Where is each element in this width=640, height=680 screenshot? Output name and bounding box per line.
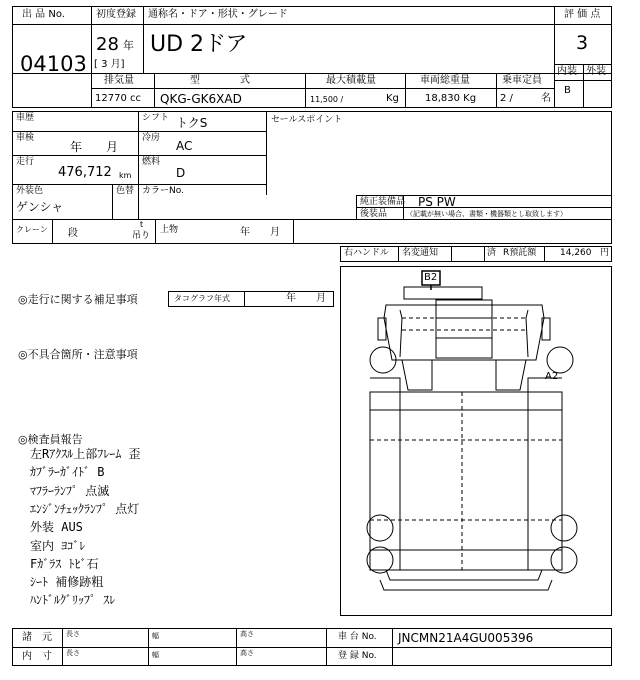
mileage-unit: km [119, 171, 132, 180]
history-label: 車歴 [16, 113, 35, 123]
sales-point-label: セールスポイント [271, 115, 343, 125]
ac-label: 冷房 [142, 133, 161, 143]
fuel-value: D [176, 166, 186, 180]
inspector-line: 室内 ﾖｺﾞﾚ [30, 538, 86, 553]
interior-label: 内装 [557, 66, 577, 77]
chassis-label: 車 台 No. [338, 632, 377, 642]
name-label: 通称名・ドア・形状・グレード [148, 9, 288, 20]
aftermarket-label: 後装品 [360, 209, 388, 219]
std-equip-label: 純正装備品 [360, 197, 406, 207]
spec-width-label: 幅 [152, 632, 159, 640]
capacity-unit: 名 [541, 93, 551, 104]
mileage-value: 476,712 [58, 165, 112, 180]
year-suffix: 年 [123, 39, 134, 52]
color-no-label: カラーNo. [142, 186, 184, 196]
model-value: QKG-GK6XAD [160, 92, 242, 106]
name-change-label: 名変通知 [402, 248, 439, 258]
chassis-number: JNCMN21A4GU005396 [398, 631, 534, 645]
displacement-label: 排気量 [104, 75, 134, 86]
recycle-label: 済 [487, 248, 497, 258]
spec-length-label: 長さ [66, 630, 80, 638]
gross-weight-label: 車両総重量 [420, 75, 470, 86]
inspector-label: ◎検査員報告 [18, 433, 83, 446]
shift-value: トクS [176, 116, 208, 130]
inspector-line: Fｶﾞﾗｽ ﾄﾋﾞ石 [30, 556, 99, 571]
damage-mark-a2: A2 [545, 371, 559, 382]
score-label: 評 価 点 [564, 9, 601, 20]
interior-grade: B [564, 85, 571, 96]
lot-number: 04103 [20, 52, 87, 76]
score-value: 3 [576, 32, 589, 54]
aftermarket-note: （記載が無い場合、書類・機器類とし取致します） [406, 210, 567, 218]
recycle-deposit-label: R預託額 [503, 248, 537, 258]
crane-lift: 吊り [132, 231, 151, 241]
reg-label: 登 録 No. [338, 651, 377, 661]
first-reg-label: 初度登録 [96, 9, 136, 20]
exterior-label: 外装 [586, 66, 606, 77]
std-equip-value: PS PW [418, 195, 456, 209]
max-load-label: 最大積載量 [326, 75, 376, 86]
shift-label: シフト [142, 113, 170, 123]
crane-label: クレーン [16, 225, 48, 234]
inspector-line: ｼｰﾄ 補修跡粗 [30, 575, 104, 590]
interior-dim-label: 内 寸 [22, 651, 52, 662]
max-load-value: 11,500 / [310, 95, 344, 104]
spec-height-label: 高さ [240, 630, 254, 638]
model-label: 型 式 [190, 75, 250, 86]
max-load-unit: Kg [386, 93, 399, 104]
inspector-line: 左Rｱｸｽﾙ上部ﾌﾚｰﾑ 歪 [30, 447, 141, 461]
inspector-line: ﾏﾌﾗｰﾗﾝﾌﾟ 点滅 [30, 483, 110, 498]
driving-notes-label: ◎走行に関する補足事項 [18, 293, 138, 306]
first-reg-month: [ 3 月] [94, 59, 125, 70]
right-handle-label: 右ハンドル [344, 248, 390, 258]
specs-label: 諸 元 [22, 632, 52, 643]
ac-value: AC [176, 139, 193, 153]
tacho-value: 年 月 [286, 293, 326, 304]
damage-mark-b2: B2 [424, 272, 438, 283]
recycle-unit: 円 [600, 248, 610, 258]
crane-ton: t [140, 220, 144, 229]
inner-width-label: 幅 [152, 651, 159, 659]
inner-height-label: 高さ [240, 649, 254, 657]
inspection-value: 年 月 [70, 140, 119, 154]
lot-label: 出 品 No. [22, 9, 65, 20]
inner-length-label: 長さ [66, 649, 80, 657]
fuel-label: 燃料 [142, 157, 161, 167]
color-code-label: 色替 [116, 186, 135, 196]
inspector-line: ｴﾝｼﾞﾝﾁｪｯｸﾗﾝﾌﾟ 点灯 [30, 501, 140, 516]
first-reg-year: 28 [96, 34, 119, 55]
capacity-label: 乗車定員 [502, 75, 542, 86]
capacity-value: 2 / [500, 93, 513, 104]
ext-color-value: ゲンシャ [16, 200, 64, 214]
inspector-line: ﾊﾝﾄﾞﾙｸﾞﾘｯﾌﾟ ｽﾚ [30, 593, 116, 608]
mileage-label: 走行 [16, 157, 35, 167]
crane-stage: 段 [68, 228, 78, 239]
inspection-label: 車検 [16, 133, 35, 143]
crane-loaded-label: 上物 [160, 225, 179, 235]
ext-color-label: 外装色 [16, 186, 44, 196]
gross-weight-value: 18,830 Kg [425, 93, 477, 104]
tacho-label: タコグラフ年式 [174, 294, 230, 303]
inspector-line: 外装 AUS [30, 520, 83, 535]
car-name: UD 2ドア [150, 32, 248, 57]
displacement-value: 12770 cc [95, 93, 141, 104]
inspector-line: ｶﾌﾞﾗｰｶﾞｲﾄﾞ B [30, 465, 105, 480]
recycle-deposit-value: 14,260 [560, 248, 592, 258]
crane-date: 年 月 [240, 227, 280, 238]
defects-label: ◎不具合箇所・注意事項 [18, 348, 138, 361]
